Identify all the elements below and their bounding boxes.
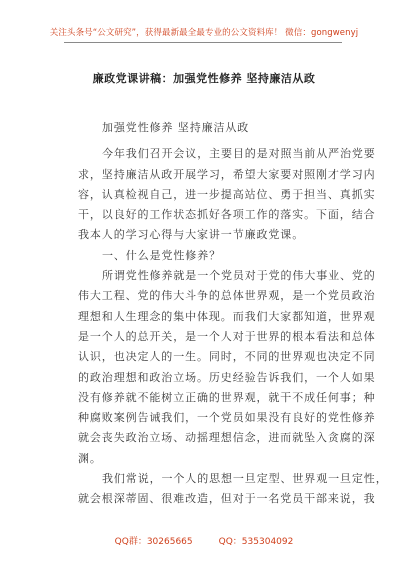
body-line: 就会根深蒂固、很难改造，但对于一名党员干部来说，我 bbox=[78, 492, 376, 506]
body-line: 今年我们召开会议，主要目的是对照当前从严治党要 bbox=[102, 147, 376, 161]
subtitle-line: 加强党性修养 坚持廉洁从政 bbox=[102, 121, 250, 134]
body-line: 我们常说，一个人的思想一旦定型、世界观一旦定性， bbox=[102, 472, 388, 486]
body-line: 我本人的学习心得与大家讲一节廉政党课。 bbox=[78, 228, 305, 242]
footer-qq-group: QQ群：30265665 bbox=[114, 537, 193, 547]
body-line: 干，以良好的工作状态抓好各项工作的落实。下面，结合 bbox=[78, 208, 376, 222]
body-line: 认识，也决定人的一生。同时，不同的世界观也决定不同 bbox=[78, 350, 376, 364]
body-line: 是一个人的总开关，是一个人对于世界的根本看法和总体 bbox=[78, 329, 376, 343]
section-heading: 一、什么是党性修养？ bbox=[102, 248, 221, 262]
body-line: 渊。 bbox=[78, 451, 102, 465]
document-body bbox=[78, 118, 388, 510]
body-line: 容，认真检视自己，进一步提高站位、勇于担当、真抓实 bbox=[78, 187, 376, 201]
footer-contact bbox=[0, 534, 408, 547]
body-line: 就会丧失政治立场、动摇理想信念，进而就坠入贪腐的深 bbox=[78, 431, 376, 445]
body-line: 的政治理想和政治立场。历史经验告诉我们，一个人如果 bbox=[78, 370, 376, 384]
body-line: 所谓党性修养就是一个党员对于党的伟大事业、党的 bbox=[102, 269, 376, 283]
body-line: 求，坚持廉洁从政开展学习，希望大家要对照刚才学习内 bbox=[78, 167, 376, 181]
footer-qq-number: QQ：535304092 bbox=[218, 537, 294, 547]
header-divider bbox=[64, 42, 342, 43]
body-line: 没有修养就不能树立正确的世界观，就干不成任何事；种 bbox=[78, 390, 376, 404]
body-line: 种腐败案例告诫我们，一个党员如果没有良好的党性修养 bbox=[78, 411, 376, 425]
document-title: 廉政党课讲稿：加强党性修养 坚持廉洁从政 bbox=[92, 72, 316, 85]
header-ad-text: 关注头条号“公文研究”，获得最新最全最专业的公文资料库！ 微信：gongwenyj bbox=[49, 28, 359, 38]
body-line: 伟大工程、党的伟大斗争的总体世界观，是一个党员政治 bbox=[78, 289, 376, 303]
body-line: 理想和人生理念的集中体现。而我们大家都知道，世界观 bbox=[78, 309, 376, 323]
